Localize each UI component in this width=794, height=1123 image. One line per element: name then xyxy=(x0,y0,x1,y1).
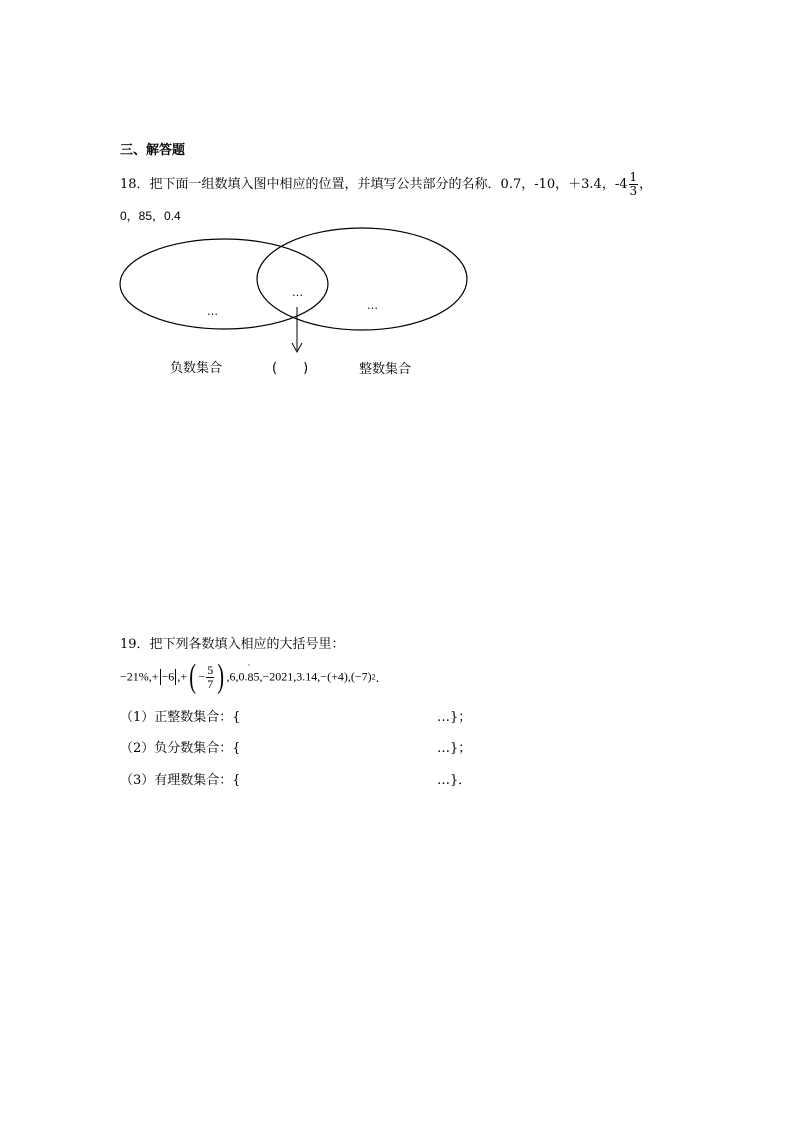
expr-part-2: −6 xyxy=(161,669,175,684)
fraction-one-third xyxy=(629,171,639,198)
expr-part-5: ,6,0. xyxy=(226,669,248,684)
repeating-digit-value: 8 xyxy=(247,669,254,684)
question-18-text xyxy=(120,171,652,198)
answer-item-negative-fractions xyxy=(120,737,472,756)
repeating-digit xyxy=(247,660,254,684)
common-part-blank: ( ) xyxy=(272,361,309,376)
fraction-numerator: 5 xyxy=(207,662,214,677)
item-end: …}． xyxy=(437,773,472,788)
item-end: …}； xyxy=(437,741,472,756)
integer-set-label: 整数集合 xyxy=(359,362,412,377)
question-18-line1: 18．把下面一组数填入图中相应的位置，并填写公共部分的名称．0.7，-10，＋3.4，-4 xyxy=(120,177,628,192)
answer-item-rational-numbers xyxy=(120,769,472,788)
fraction-five-sevenths xyxy=(206,664,214,691)
expr-part-3: ,+ xyxy=(177,669,188,684)
fraction-denominator: 3 xyxy=(629,184,638,198)
left-dots: … xyxy=(207,305,218,318)
item-label: （1）正整数集合：{ xyxy=(120,710,241,725)
fraction-denominator: 7 xyxy=(207,676,214,691)
item-label: （3）有理数集合：{ xyxy=(120,773,241,788)
negative-set-label: 负数集合 xyxy=(170,361,223,376)
section-title: 三、解答题 xyxy=(120,143,186,158)
question-19-expression xyxy=(120,660,388,694)
expr-part-1: −21%,+ xyxy=(120,669,159,684)
middle-dots: … xyxy=(292,286,303,299)
expr-part-7: ． xyxy=(375,670,388,685)
question-18-line1-end: ， xyxy=(639,177,653,192)
item-label: （2）负分数集合：{ xyxy=(120,741,241,756)
question-19-title: 19．把下列各数填入相应的大括号里： xyxy=(120,637,345,652)
integer-set-ellipse xyxy=(257,228,467,330)
paren-left: ( xyxy=(189,658,197,695)
abs-bar-left xyxy=(160,669,161,685)
expr-part-6: 5,−2021,3.14,−(+4),(−7) xyxy=(253,669,372,684)
question-18-line2: 0，85，0.4 xyxy=(120,209,181,223)
item-end: …}； xyxy=(437,710,472,725)
expr-part-4: − xyxy=(198,669,206,684)
fraction-numerator: 1 xyxy=(629,170,638,184)
answer-item-positive-integers xyxy=(120,706,472,725)
exponent: 2 xyxy=(371,672,376,682)
repeating-dot: · xyxy=(247,660,251,671)
right-dots: … xyxy=(367,299,378,312)
paren-right: ) xyxy=(217,658,225,695)
